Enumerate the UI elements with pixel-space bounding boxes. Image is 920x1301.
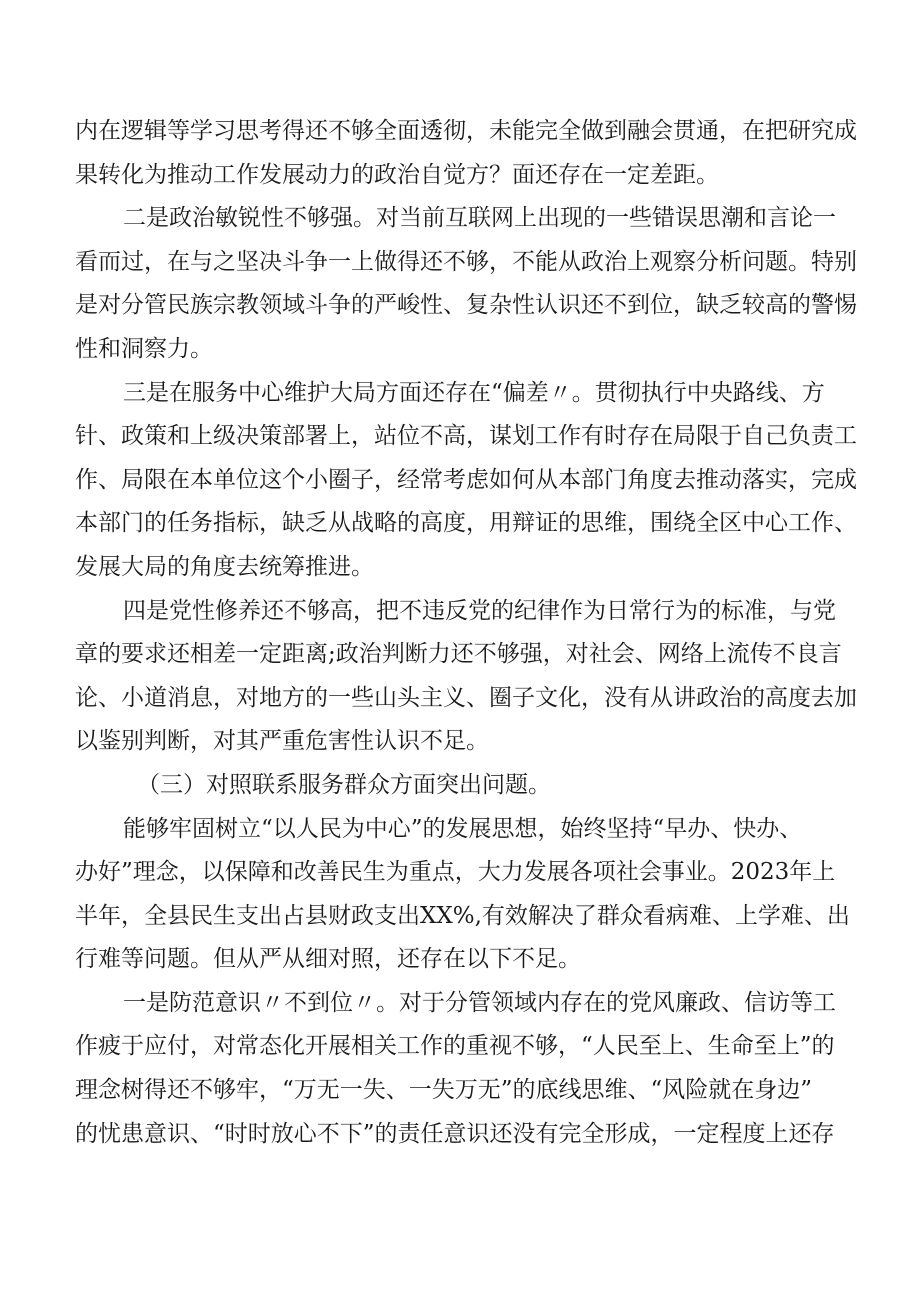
text-line: 能够牢固树立“以人民为中心”的发展思想，始终坚持“早办、快办、 — [123, 815, 803, 842]
text-line: 三是在服务中心维护大局方面还存在“偏差〃。贯彻执行中央路线、方 — [123, 379, 825, 406]
text-line: 四是党性修养还不够高，把不违反党的纪律作为日常行为的标准，与党 — [123, 597, 836, 624]
text-line: 果转化为推动工作发展动力的政治自觉方？面还存在一定差距。 — [75, 161, 719, 188]
text-line: 的忧患意识、“时时放心不下”的责任意识还没有完全形成，一定程度上还存 — [75, 1120, 835, 1147]
text-line: 以鉴别判断，对其严重危害性认识不足。 — [75, 728, 489, 755]
text-line: 看而过，在与之坚决斗争一上做得还不够，不能从政治上观察分析问题。特别 — [75, 248, 857, 275]
text-line: 内在逻辑等学习思考得还不够全面透彻，未能完全做到融会贯通，在把研究成 — [75, 118, 857, 144]
text-line: 办好”理念，以保障和改善民生为重点，大力发展各项社会事业。2023年上 — [75, 859, 836, 886]
text-line: 半年，全县民生支出占县财政支出XX%,有效解决了群众看病难、上学难、出 — [75, 902, 850, 929]
text-line: 理念树得还不够牢，“万无一失、一失万无”的底线思维、“风险就在身边” — [75, 1077, 813, 1104]
section-heading — [75, 764, 865, 808]
text-line: 作疲于应付，对常态化开展相关工作的重视不够，“人民至上、生命至上”的 — [75, 1033, 835, 1060]
text-line: 是对分管民族宗教领域斗争的严峻性、复杂性认识还不到位，缺乏较高的警惕 — [75, 292, 857, 319]
text-line: 性和洞察力。 — [75, 335, 213, 362]
section-heading-text: （三）对照联系服务群众方面突出问题。 — [137, 771, 551, 798]
document-body — [75, 110, 865, 1156]
text-line: 章的要求还相差一定距离;政治判断力还不够强，对社会、网络上流传不良言 — [75, 641, 842, 668]
paragraph-1 — [75, 110, 865, 197]
text-line: 本部门的任务指标，缺乏从战略的高度，用辩证的思维，围绕全区中心工作、 — [75, 510, 857, 537]
paragraph-3 — [75, 372, 865, 590]
paragraph-2 — [75, 197, 865, 371]
paragraph-6 — [75, 982, 865, 1156]
text-line: 行难等问题。但从严从细对照，还存在以下不足。 — [75, 946, 581, 973]
paragraph-5 — [75, 808, 865, 982]
text-line: 论、小道消息，对地方的一些山头主义、圈子文化，没有从讲政治的高度去加 — [75, 684, 857, 711]
text-line: 二是政治敏锐性不够强。对当前互联网上出现的一些错误思潮和言论一 — [123, 205, 836, 232]
paragraph-4 — [75, 590, 865, 764]
text-line: 发展大局的角度去统筹推进。 — [75, 553, 374, 580]
text-line: 一是防范意识〃不到位〃。对于分管领域内存在的党风廉政、信访等工 — [123, 989, 836, 1016]
text-line: 作、局限在本单位这个小圈子，经常考虑如何从本部门角度去推动落实，完成 — [75, 466, 857, 493]
text-line: 针、政策和上级决策部署上，站位不高，谋划工作有时存在局限于自己负责工 — [75, 423, 857, 450]
